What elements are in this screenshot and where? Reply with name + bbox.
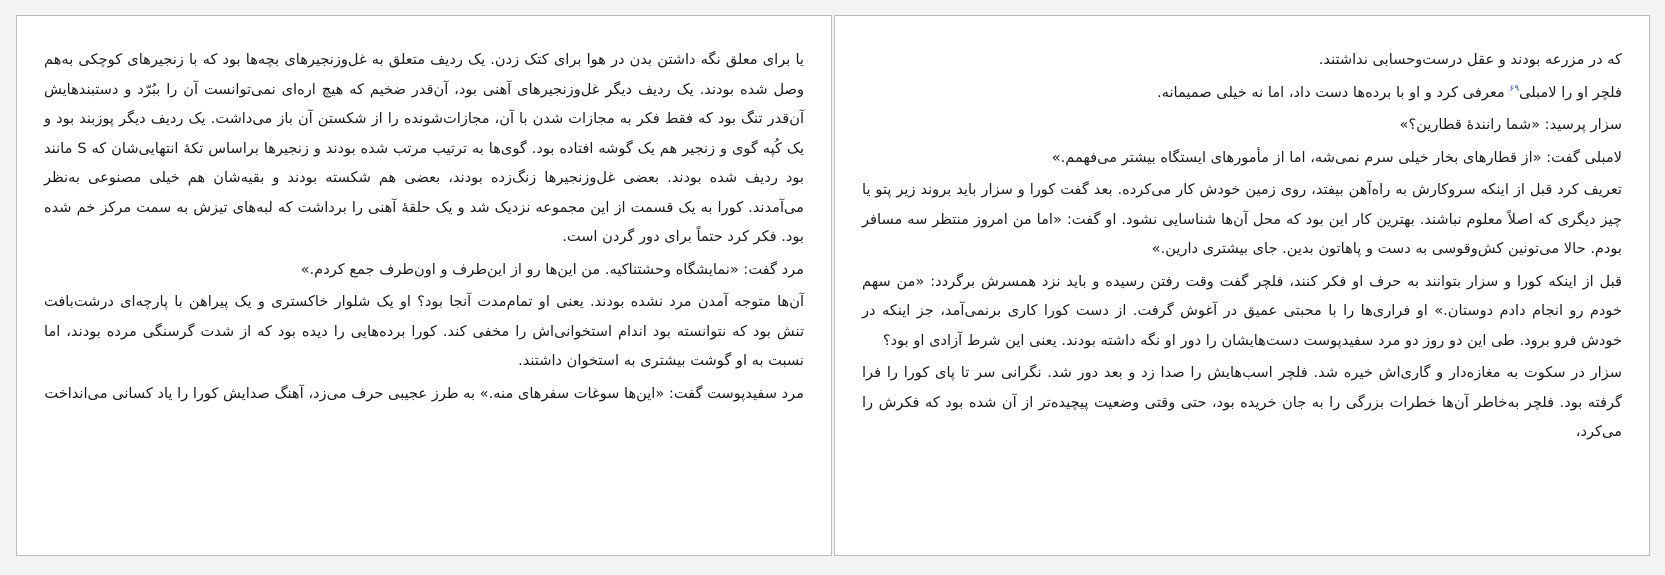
paragraph: که در مزرعه بودند و عقل درست‌وحسابی نداشتند. — [1318, 51, 1622, 68]
paragraph: سزار در سکوت به مغازه‌دار و گاری‌اش خیره شد. فلچر اسب‌هایش را صدا زد و بعد دور شد. نگرانی سر تا پای کورا را فرا گرفته بود. فلچر به‌خاطر آن‌ها خطرات بزرگی را به جان خریده بود، حتی وقتی وضعیت پیچیده‌تر از آن شده بود که فکرش را می‌کرد، — [862, 364, 1622, 440]
paragraph: مرد سفیدپوست گفت: «این‌ها سوغات سفرهای منه.» به طرز عجیبی حرف می‌زد، آهنگ صدایش کورا را یاد کسانی می‌انداخت — [44, 384, 804, 402]
paragraph-text: فلچر او را لامبلی — [1519, 83, 1622, 101]
paragraph: یا برای معلق نگه داشتن بدن در هوا برای کتک زدن. یک ردیف متعلق به غل‌وزنجیرهای بچه‌ها بود که با زنجیرهای کوچکی به‌هم وصل شده بودند. یک ردیف دیگر غل‌وزنجیرهای آهنی بود، آن‌قدر ضخیم که هیچ اره‌ای نمی‌توانست آن را ببُرّد و دستبندهایش آن‌قدر تنگ بود که فقط فکر به مجازات شدن با آن، مجازات‌شونده را از شکستن آن باز می‌داشت. یک ردیف دیگر پوزبند بود و یک کُپه گوی و زنجیر هم یک گوشه افتاده بود. گوی‌ها به ترتیب مرتب شده بودند و زنجیرها براساس تکهٔ انتهایی‌شان که S مانند بود ردیف شده بودند. بعضی غل‌وزنجیرها زنگ‌زده بودند، بعضی هم شکسته بودند و بقیه‌شان هم خیلی مصنوعی به‌نظر می‌آمدند. کورا به یک قسمت از این مجموعه نزدیک شد و یک حلقهٔ آهنی را برداشت که لبه‌های تیزش به سمت مرکز خم شده بود. فکر کرد حتماً برای دور گردن است. — [44, 51, 805, 245]
page-text-left — [44, 45, 804, 411]
paragraph: لامبلی گفت: «از قطارهای بخار خیلی سرم نمی‌شه، اما از مأمورهای ایستگاه بیشتر می‌فهمم.» — [1051, 148, 1622, 166]
paragraph: سزار پرسید: «شما رانندهٔ قطارین؟» — [1399, 116, 1622, 133]
paragraph: مرد گفت: «نمایشگاه وحشتناکیه. من این‌ها رو از این‌طرف و اون‌طرف جمع کردم.» — [300, 260, 804, 278]
page-text-right — [862, 45, 1622, 450]
document-page-left — [16, 15, 832, 556]
document-page-right — [834, 15, 1650, 556]
paragraph: آن‌ها متوجه آمدن مرد نشده بودند. یعنی او تمام‌مدت آنجا بود؟ او یک شلوار خاکستری و یک پیراهن با پارچه‌ای درشت‌بافت تنش بود که نتوانسته بود اندام استخوانی‌اش را مخفی کند. کورا برده‌هایی را دیده بود که از شدت گرسنگی مرده بودند، اما نسبت به او گوشت بیشتری به استخوان داشتند. — [44, 293, 804, 369]
paragraph: تعریف کرد قبل از اینکه سروکارش به راه‌آهن بیفتد، روی زمین خودش کار می‌کرده. بعد گفت کورا و سزار باید بروند زیر پتو یا چیز دیگری که اصلاً معلوم نباشند. بهترین کار این بود که محل آن‌ها شناسایی نشود. او گفت: «اما من امروز منتظر سه مسافر بودم. حالا می‌تونین کش‌وقوسی به دست و پاهاتون بدین. جای بیشتری دارین.» — [862, 181, 1622, 257]
paragraph-text: معرفی کرد و او با برده‌ها دست داد، اما نه خیلی صمیمانه. — [1157, 83, 1510, 101]
footnote-link[interactable]: ۶۹ — [1509, 83, 1520, 94]
paragraph: قبل از اینکه کورا و سزار بتوانند به حرف او فکر کنند، فلچر گفت وقت رفتن رسیده و باید نزد همسرش برگردد: «من سهم خودم رو انجام دادم دوستان.» او فراری‌ها را با محبتی عمیق در آغوش گرفت. از دست کورا کاری برنمی‌آمد، جز اینکه در خودش فرو برود. طی این دو روز دو مرد سفیدپوست دست‌هایشان را دور او نگه داشته بودند. یعنی این شرط آزادی او بود؟ — [862, 272, 1622, 349]
paragraph — [862, 78, 1622, 108]
